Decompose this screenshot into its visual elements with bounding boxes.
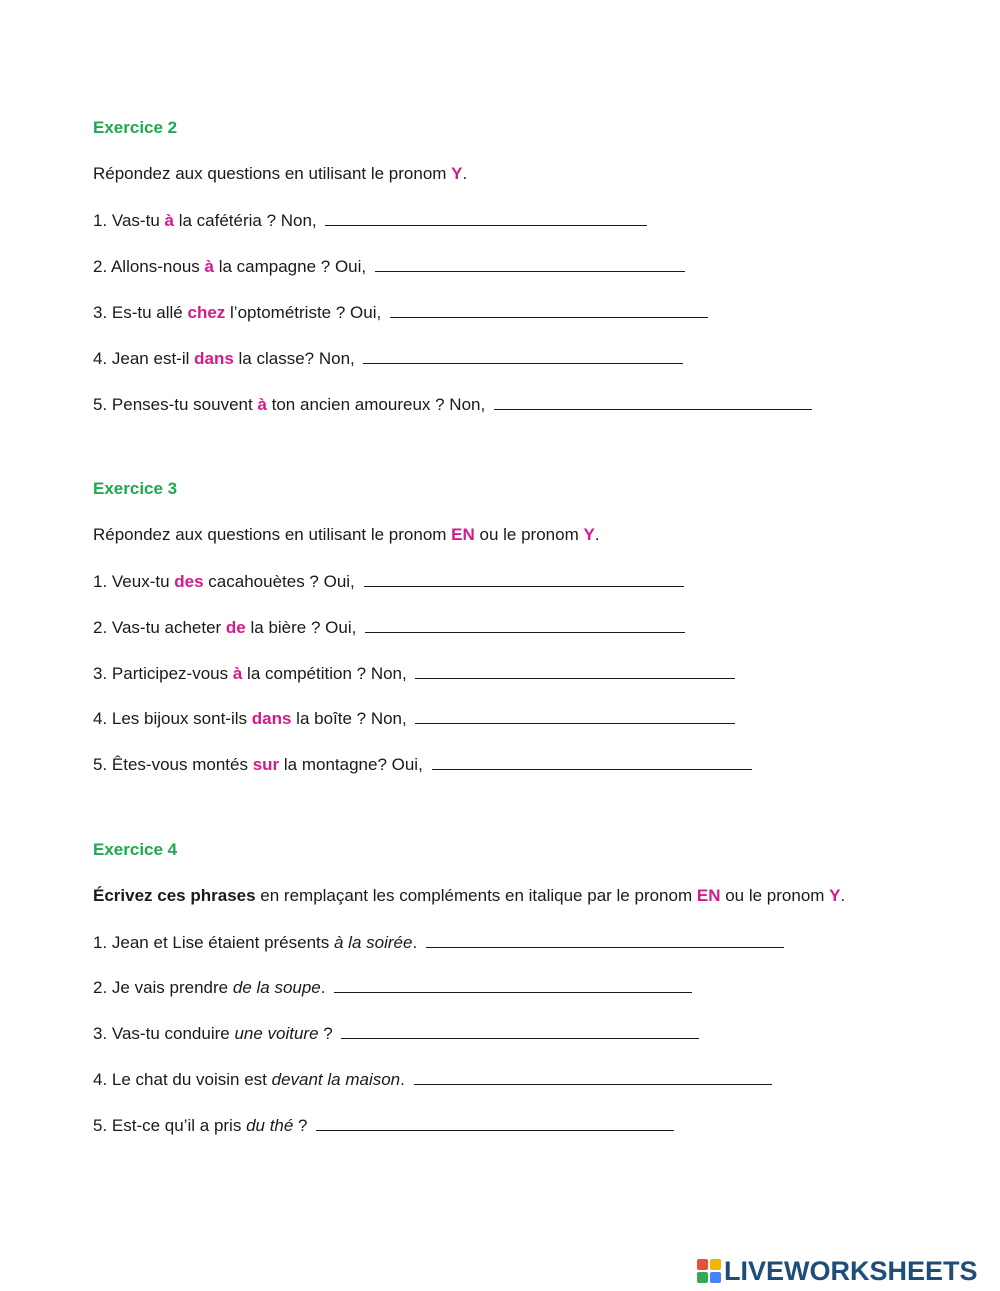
exercise-3-question-5: 5. Êtes-vous montés sur la montagne? Oui, (93, 754, 752, 775)
answer-blank[interactable] (432, 754, 752, 770)
answer-blank[interactable] (341, 1023, 699, 1039)
exercise-3-question-3: 3. Participez-vous à la compétition ? Non, (93, 663, 735, 684)
exercise-2-title: Exercice 2 (93, 118, 178, 137)
answer-blank[interactable] (426, 932, 784, 948)
exercise-3-instruction: Répondez aux questions en utilisant le pronom EN ou le pronom Y. (93, 525, 600, 544)
answer-blank[interactable] (325, 210, 647, 226)
exercise-3-question-1: 1. Veux-tu des cacahouètes ? Oui, (93, 571, 684, 592)
exercise-4-sentence-1: 1. Jean et Lise étaient présents à la soirée. (93, 932, 784, 953)
answer-blank[interactable] (390, 302, 708, 318)
answer-blank[interactable] (375, 256, 685, 272)
answer-blank[interactable] (414, 1069, 772, 1085)
exercise-2-instruction: Répondez aux questions en utilisant le pronom Y. (93, 164, 468, 183)
logo-block (697, 1259, 708, 1270)
exercise-2-question-4: 4. Jean est-il dans la classe? Non, (93, 348, 683, 369)
logo-block (697, 1272, 708, 1283)
liveworksheets-logo[interactable] (697, 1257, 978, 1285)
exercise-2-question-1: 1. Vas-tu à la cafétéria ? Non, (93, 210, 647, 231)
logo-block (710, 1259, 721, 1270)
exercise-4-title: Exercice 4 (93, 840, 178, 859)
answer-blank[interactable] (316, 1115, 674, 1131)
exercise-4-sentence-5: 5. Est-ce qu’il a pris du thé ? (93, 1115, 674, 1136)
exercise-2-question-3: 3. Es-tu allé chez l’optométriste ? Oui, (93, 302, 708, 323)
logo-blocks-icon (697, 1259, 721, 1283)
exercise-3-title: Exercice 3 (93, 479, 178, 498)
logo-block (710, 1272, 721, 1283)
exercise-2-question-2: 2. Allons-nous à la campagne ? Oui, (93, 256, 685, 277)
logo-text: LIVEWORKSHEETS (724, 1255, 978, 1286)
answer-blank[interactable] (365, 617, 685, 633)
exercise-3-question-4: 4. Les bijoux sont-ils dans la boîte ? Non, (93, 708, 735, 729)
answer-blank[interactable] (363, 348, 683, 364)
answer-blank[interactable] (334, 977, 692, 993)
exercise-4-sentence-2: 2. Je vais prendre de la soupe. (93, 977, 692, 998)
answer-blank[interactable] (494, 394, 812, 410)
answer-blank[interactable] (415, 708, 735, 724)
answer-blank[interactable] (415, 663, 735, 679)
exercise-3-question-2: 2. Vas-tu acheter de la bière ? Oui, (93, 617, 685, 638)
exercise-4-sentence-4: 4. Le chat du voisin est devant la maison. (93, 1069, 772, 1090)
exercise-4-instruction: Écrivez ces phrases en remplaçant les compléments en italique par le pronom EN ou le pronom Y. (93, 886, 846, 905)
exercise-2-question-5: 5. Penses-tu souvent à ton ancien amoureux ? Non, (93, 394, 812, 415)
exercise-4-sentence-3: 3. Vas-tu conduire une voiture ? (93, 1023, 699, 1044)
answer-blank[interactable] (364, 571, 684, 587)
